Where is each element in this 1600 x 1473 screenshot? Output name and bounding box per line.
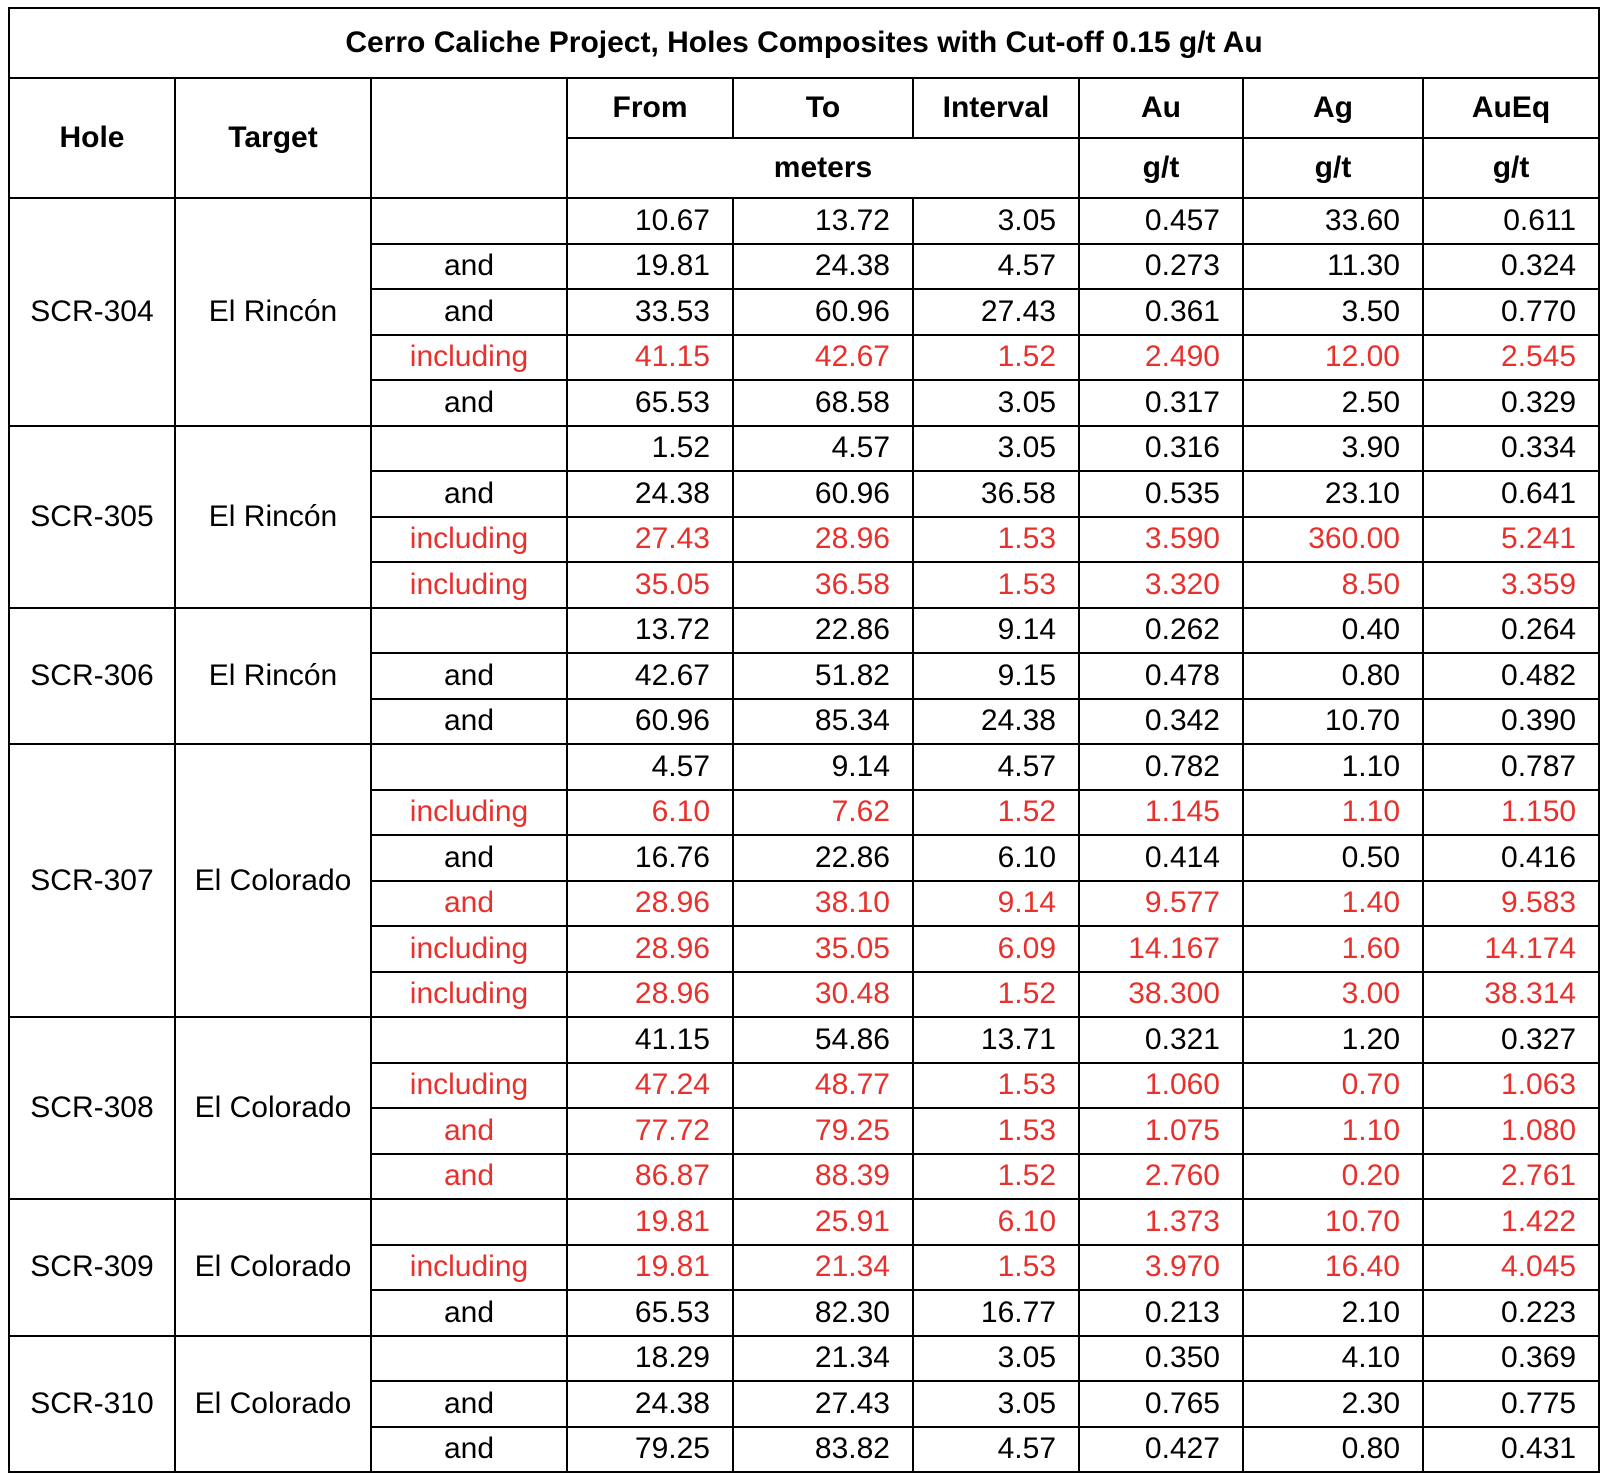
au-cell: 0.478 <box>1079 653 1243 699</box>
from-cell: 41.15 <box>567 335 733 381</box>
table-row <box>9 744 1599 790</box>
interval-cell: 4.57 <box>913 744 1079 790</box>
from-cell: 35.05 <box>567 562 733 608</box>
ag-cell: 3.50 <box>1243 289 1423 335</box>
aueq-cell: 0.416 <box>1423 835 1599 881</box>
aueq-cell: 1.080 <box>1423 1108 1599 1154</box>
header-to: To <box>733 78 913 138</box>
aueq-cell: 5.241 <box>1423 517 1599 563</box>
composites-table-container <box>8 7 1600 1473</box>
qual-cell: and <box>371 881 567 927</box>
au-cell: 14.167 <box>1079 926 1243 972</box>
aueq-cell: 3.359 <box>1423 562 1599 608</box>
from-cell: 86.87 <box>567 1154 733 1200</box>
aueq-cell: 0.329 <box>1423 380 1599 426</box>
ag-cell: 11.30 <box>1243 244 1423 290</box>
table-body <box>9 198 1599 1472</box>
header-qualifier <box>371 78 567 198</box>
to-cell: 36.58 <box>733 562 913 608</box>
interval-cell: 9.14 <box>913 881 1079 927</box>
table-row <box>9 1336 1599 1382</box>
au-cell: 1.145 <box>1079 790 1243 836</box>
qual-cell: including <box>371 1063 567 1109</box>
hole-id-cell: SCR-305 <box>9 426 175 608</box>
to-cell: 54.86 <box>733 1017 913 1063</box>
interval-cell: 16.77 <box>913 1290 1079 1336</box>
aueq-cell: 9.583 <box>1423 881 1599 927</box>
qual-cell <box>371 1336 567 1382</box>
ag-cell: 3.90 <box>1243 426 1423 472</box>
qual-cell: and <box>371 289 567 335</box>
from-cell: 19.81 <box>567 1245 733 1291</box>
ag-cell: 10.70 <box>1243 1199 1423 1245</box>
to-cell: 79.25 <box>733 1108 913 1154</box>
hole-id-cell: SCR-306 <box>9 608 175 745</box>
au-cell: 0.765 <box>1079 1381 1243 1427</box>
header-meters-unit: meters <box>567 138 1079 198</box>
target-cell: El Rincón <box>175 426 371 608</box>
header-au: Au <box>1079 78 1243 138</box>
to-cell: 82.30 <box>733 1290 913 1336</box>
au-cell: 0.273 <box>1079 244 1243 290</box>
ag-cell: 1.10 <box>1243 744 1423 790</box>
target-cell: El Colorado <box>175 1017 371 1199</box>
ag-cell: 360.00 <box>1243 517 1423 563</box>
au-cell: 0.317 <box>1079 380 1243 426</box>
aueq-cell: 14.174 <box>1423 926 1599 972</box>
ag-cell: 1.10 <box>1243 1108 1423 1154</box>
from-cell: 28.96 <box>567 881 733 927</box>
table-title: Cerro Caliche Project, Holes Composites with Cut-off 0.15 g/t Au <box>9 8 1599 78</box>
qual-cell: including <box>371 562 567 608</box>
au-cell: 0.457 <box>1079 198 1243 244</box>
aueq-cell: 0.431 <box>1423 1427 1599 1473</box>
qual-cell: and <box>371 471 567 517</box>
from-cell: 27.43 <box>567 517 733 563</box>
to-cell: 4.57 <box>733 426 913 472</box>
from-cell: 28.96 <box>567 972 733 1018</box>
interval-cell: 1.52 <box>913 1154 1079 1200</box>
qual-cell <box>371 744 567 790</box>
to-cell: 22.86 <box>733 608 913 654</box>
ag-cell: 0.50 <box>1243 835 1423 881</box>
qual-cell: and <box>371 835 567 881</box>
au-cell: 0.361 <box>1079 289 1243 335</box>
aueq-cell: 1.422 <box>1423 1199 1599 1245</box>
au-cell: 3.970 <box>1079 1245 1243 1291</box>
au-cell: 0.213 <box>1079 1290 1243 1336</box>
from-cell: 47.24 <box>567 1063 733 1109</box>
table-row <box>9 608 1599 654</box>
to-cell: 21.34 <box>733 1245 913 1291</box>
interval-cell: 4.57 <box>913 1427 1079 1473</box>
qual-cell <box>371 1017 567 1063</box>
from-cell: 33.53 <box>567 289 733 335</box>
to-cell: 85.34 <box>733 699 913 745</box>
from-cell: 77.72 <box>567 1108 733 1154</box>
au-cell: 3.590 <box>1079 517 1243 563</box>
to-cell: 68.58 <box>733 380 913 426</box>
interval-cell: 6.10 <box>913 1199 1079 1245</box>
hole-id-cell: SCR-308 <box>9 1017 175 1199</box>
to-cell: 48.77 <box>733 1063 913 1109</box>
aueq-cell: 1.150 <box>1423 790 1599 836</box>
interval-cell: 1.52 <box>913 335 1079 381</box>
to-cell: 25.91 <box>733 1199 913 1245</box>
to-cell: 22.86 <box>733 835 913 881</box>
ag-cell: 0.80 <box>1243 1427 1423 1473</box>
au-cell: 2.490 <box>1079 335 1243 381</box>
to-cell: 35.05 <box>733 926 913 972</box>
to-cell: 7.62 <box>733 790 913 836</box>
qual-cell: and <box>371 653 567 699</box>
au-cell: 38.300 <box>1079 972 1243 1018</box>
au-cell: 0.782 <box>1079 744 1243 790</box>
from-cell: 42.67 <box>567 653 733 699</box>
ag-cell: 23.10 <box>1243 471 1423 517</box>
qual-cell: and <box>371 244 567 290</box>
from-cell: 13.72 <box>567 608 733 654</box>
qual-cell: and <box>371 1154 567 1200</box>
interval-cell: 1.53 <box>913 1063 1079 1109</box>
table-row <box>9 1017 1599 1063</box>
aueq-cell: 0.223 <box>1423 1290 1599 1336</box>
from-cell: 19.81 <box>567 244 733 290</box>
interval-cell: 3.05 <box>913 1381 1079 1427</box>
target-cell: El Colorado <box>175 1199 371 1336</box>
qual-cell: and <box>371 1108 567 1154</box>
from-cell: 41.15 <box>567 1017 733 1063</box>
au-cell: 0.342 <box>1079 699 1243 745</box>
interval-cell: 36.58 <box>913 471 1079 517</box>
from-cell: 4.57 <box>567 744 733 790</box>
from-cell: 24.38 <box>567 471 733 517</box>
header-au-unit: g/t <box>1079 138 1243 198</box>
au-cell: 0.350 <box>1079 1336 1243 1382</box>
header-from: From <box>567 78 733 138</box>
au-cell: 0.321 <box>1079 1017 1243 1063</box>
aueq-cell: 0.775 <box>1423 1381 1599 1427</box>
qual-cell: including <box>371 926 567 972</box>
to-cell: 88.39 <box>733 1154 913 1200</box>
from-cell: 1.52 <box>567 426 733 472</box>
interval-cell: 13.71 <box>913 1017 1079 1063</box>
aueq-cell: 0.482 <box>1423 653 1599 699</box>
header-interval: Interval <box>913 78 1079 138</box>
interval-cell: 24.38 <box>913 699 1079 745</box>
interval-cell: 1.53 <box>913 562 1079 608</box>
ag-cell: 0.20 <box>1243 1154 1423 1200</box>
to-cell: 24.38 <box>733 244 913 290</box>
qual-cell: and <box>371 1427 567 1473</box>
au-cell: 0.262 <box>1079 608 1243 654</box>
ag-cell: 10.70 <box>1243 699 1423 745</box>
interval-cell: 9.15 <box>913 653 1079 699</box>
qual-cell: and <box>371 380 567 426</box>
qual-cell <box>371 426 567 472</box>
to-cell: 51.82 <box>733 653 913 699</box>
interval-cell: 1.53 <box>913 1108 1079 1154</box>
aueq-cell: 0.390 <box>1423 699 1599 745</box>
aueq-cell: 0.327 <box>1423 1017 1599 1063</box>
target-cell: El Colorado <box>175 744 371 1017</box>
qual-cell: including <box>371 1245 567 1291</box>
aueq-cell: 0.787 <box>1423 744 1599 790</box>
interval-cell: 3.05 <box>913 426 1079 472</box>
from-cell: 60.96 <box>567 699 733 745</box>
aueq-cell: 2.545 <box>1423 335 1599 381</box>
au-cell: 9.577 <box>1079 881 1243 927</box>
qual-cell: and <box>371 1290 567 1336</box>
to-cell: 28.96 <box>733 517 913 563</box>
from-cell: 18.29 <box>567 1336 733 1382</box>
qual-cell: including <box>371 972 567 1018</box>
interval-cell: 3.05 <box>913 380 1079 426</box>
interval-cell: 1.53 <box>913 1245 1079 1291</box>
target-cell: El Colorado <box>175 1336 371 1473</box>
aueq-cell: 0.369 <box>1423 1336 1599 1382</box>
qual-cell: including <box>371 517 567 563</box>
to-cell: 38.10 <box>733 881 913 927</box>
from-cell: 10.67 <box>567 198 733 244</box>
hole-id-cell: SCR-309 <box>9 1199 175 1336</box>
from-cell: 24.38 <box>567 1381 733 1427</box>
to-cell: 60.96 <box>733 289 913 335</box>
hole-id-cell: SCR-310 <box>9 1336 175 1473</box>
header-ag-unit: g/t <box>1243 138 1423 198</box>
interval-cell: 6.09 <box>913 926 1079 972</box>
header-target: Target <box>175 78 371 198</box>
aueq-cell: 38.314 <box>1423 972 1599 1018</box>
aueq-cell: 0.770 <box>1423 289 1599 335</box>
hole-id-cell: SCR-307 <box>9 744 175 1017</box>
hole-id-cell: SCR-304 <box>9 198 175 426</box>
ag-cell: 4.10 <box>1243 1336 1423 1382</box>
ag-cell: 2.10 <box>1243 1290 1423 1336</box>
header-aueq: AuEq <box>1423 78 1599 138</box>
interval-cell: 1.53 <box>913 517 1079 563</box>
header-aueq-unit: g/t <box>1423 138 1599 198</box>
interval-cell: 3.05 <box>913 1336 1079 1382</box>
au-cell: 0.414 <box>1079 835 1243 881</box>
header-hole: Hole <box>9 78 175 198</box>
from-cell: 19.81 <box>567 1199 733 1245</box>
aueq-cell: 4.045 <box>1423 1245 1599 1291</box>
table-row <box>9 1199 1599 1245</box>
aueq-cell: 0.324 <box>1423 244 1599 290</box>
au-cell: 1.373 <box>1079 1199 1243 1245</box>
to-cell: 21.34 <box>733 1336 913 1382</box>
ag-cell: 8.50 <box>1243 562 1423 608</box>
aueq-cell: 0.334 <box>1423 426 1599 472</box>
aueq-cell: 0.264 <box>1423 608 1599 654</box>
from-cell: 16.76 <box>567 835 733 881</box>
ag-cell: 2.50 <box>1243 380 1423 426</box>
ag-cell: 0.70 <box>1243 1063 1423 1109</box>
ag-cell: 1.20 <box>1243 1017 1423 1063</box>
interval-cell: 4.57 <box>913 244 1079 290</box>
interval-cell: 9.14 <box>913 608 1079 654</box>
aueq-cell: 2.761 <box>1423 1154 1599 1200</box>
to-cell: 83.82 <box>733 1427 913 1473</box>
au-cell: 2.760 <box>1079 1154 1243 1200</box>
interval-cell: 6.10 <box>913 835 1079 881</box>
qual-cell <box>371 1199 567 1245</box>
au-cell: 0.427 <box>1079 1427 1243 1473</box>
composites-table <box>8 7 1600 1473</box>
to-cell: 42.67 <box>733 335 913 381</box>
header-ag: Ag <box>1243 78 1423 138</box>
ag-cell: 3.00 <box>1243 972 1423 1018</box>
qual-cell: including <box>371 790 567 836</box>
au-cell: 1.075 <box>1079 1108 1243 1154</box>
interval-cell: 1.52 <box>913 972 1079 1018</box>
aueq-cell: 1.063 <box>1423 1063 1599 1109</box>
aueq-cell: 0.641 <box>1423 471 1599 517</box>
to-cell: 27.43 <box>733 1381 913 1427</box>
qual-cell <box>371 608 567 654</box>
qual-cell: and <box>371 1381 567 1427</box>
ag-cell: 12.00 <box>1243 335 1423 381</box>
interval-cell: 27.43 <box>913 289 1079 335</box>
ag-cell: 0.80 <box>1243 653 1423 699</box>
to-cell: 13.72 <box>733 198 913 244</box>
au-cell: 3.320 <box>1079 562 1243 608</box>
ag-cell: 2.30 <box>1243 1381 1423 1427</box>
ag-cell: 1.40 <box>1243 881 1423 927</box>
from-cell: 65.53 <box>567 380 733 426</box>
from-cell: 6.10 <box>567 790 733 836</box>
au-cell: 0.316 <box>1079 426 1243 472</box>
qual-cell: including <box>371 335 567 381</box>
from-cell: 65.53 <box>567 1290 733 1336</box>
to-cell: 60.96 <box>733 471 913 517</box>
ag-cell: 1.10 <box>1243 790 1423 836</box>
from-cell: 79.25 <box>567 1427 733 1473</box>
ag-cell: 16.40 <box>1243 1245 1423 1291</box>
target-cell: El Rincón <box>175 608 371 745</box>
au-cell: 0.535 <box>1079 471 1243 517</box>
from-cell: 28.96 <box>567 926 733 972</box>
qual-cell: and <box>371 699 567 745</box>
interval-cell: 3.05 <box>913 198 1079 244</box>
table-row <box>9 426 1599 472</box>
ag-cell: 33.60 <box>1243 198 1423 244</box>
au-cell: 1.060 <box>1079 1063 1243 1109</box>
ag-cell: 1.60 <box>1243 926 1423 972</box>
interval-cell: 1.52 <box>913 790 1079 836</box>
aueq-cell: 0.611 <box>1423 198 1599 244</box>
table-row <box>9 198 1599 244</box>
qual-cell <box>371 198 567 244</box>
ag-cell: 0.40 <box>1243 608 1423 654</box>
target-cell: El Rincón <box>175 198 371 426</box>
to-cell: 30.48 <box>733 972 913 1018</box>
to-cell: 9.14 <box>733 744 913 790</box>
